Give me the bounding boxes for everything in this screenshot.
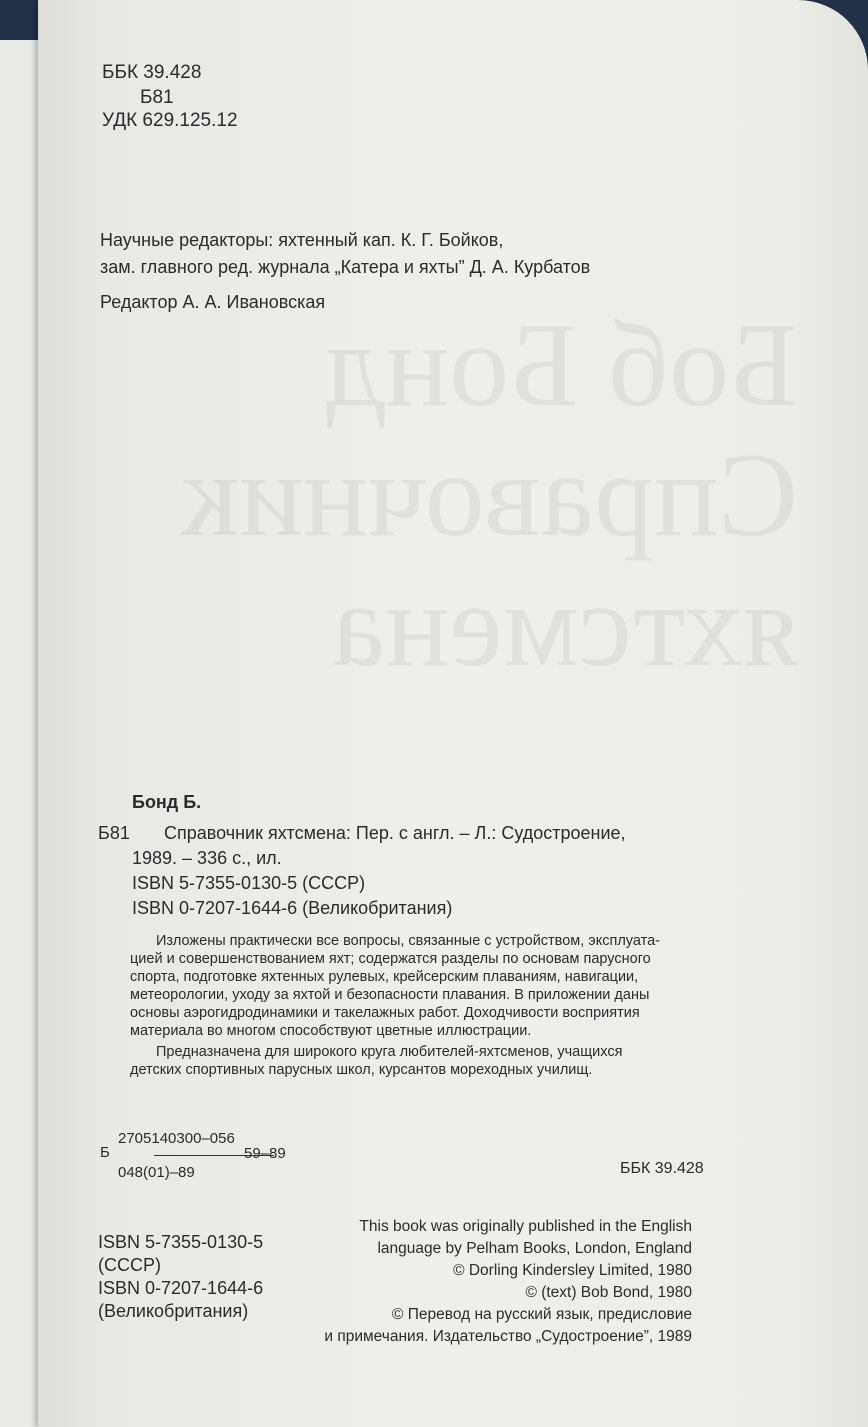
copyright-line-6: и примечания. Издательство „Судостроение”, 1989 [324, 1328, 692, 1345]
author-mark: Б81 [140, 87, 174, 108]
bbk-code: ББК 39.428 [102, 62, 202, 83]
book-page [38, 0, 868, 1427]
copyright-line-3: © Dorling Kindersley Limited, 1980 [453, 1262, 692, 1279]
code-suffix: 59–89 [244, 1145, 286, 1162]
copyright-line-5: © Перевод на русский язык, предисловие [392, 1306, 692, 1323]
abstract-line-6: материала во многом способствуют цветные иллюстрации. [130, 1023, 532, 1039]
abstract-line-5: основы аэрогидродинамики и такелажных работ. Доходчивости восприятия [130, 1005, 640, 1021]
abstract-line-3: спорта, подготовке яхтенных рулевых, крейсерским плаваниям, навигации, [130, 969, 639, 985]
abstract-line-8: детских спортивных парусных школ, курсантов мореходных училищ. [130, 1062, 593, 1078]
code-prefix: Б [100, 1144, 110, 1161]
bib-isbn2: ISBN 0-7207-1644-6 (Великобритания) [132, 898, 453, 918]
copyright-line-2: language by Pelham Books, London, England [377, 1240, 692, 1257]
abstract-line-2: цией и совершенствованием яхт; содержатся разделы по основам парусного [130, 951, 651, 967]
bib-author: Бонд Б. [132, 792, 202, 812]
bib-code: Б81 [98, 823, 130, 843]
footer-isbn-line3: ISBN 0-7207-1644-6 [98, 1278, 264, 1298]
copyright-line-1: This book was originally published in the English [359, 1218, 692, 1235]
footer-bbk: ББК 39.428 [620, 1160, 704, 1177]
bib-isbn1: ISBN 5-7355-0130-5 (СССР) [132, 873, 366, 893]
footer-isbn-line4: (Великобритания) [98, 1301, 249, 1321]
scientific-editors-line2: зам. главного ред. журнала „Катера и яхты” Д. А. Курбатов [100, 257, 591, 277]
show-through-title: Боб Бонд Справочник яхтсмена [180, 298, 798, 691]
scientific-editors-line1: Научные редакторы: яхтенный кап. К. Г. Бойков, [100, 230, 504, 250]
udk-code: УДК 629.125.12 [102, 110, 238, 131]
editor-line: Редактор А. А. Ивановская [100, 292, 326, 312]
footer-isbn-line2: (СССР) [98, 1255, 161, 1275]
abstract-line-1: Изложены практически все вопросы, связанные с устройством, эксплуата- [156, 933, 660, 949]
bib-title-line2: 1989. – 336 с., ил. [132, 848, 282, 868]
bib-title-line1: Справочник яхтсмена: Пер. с англ. – Л.: Судостроение, [164, 823, 626, 843]
code-denominator: 048(01)–89 [118, 1164, 195, 1181]
footer-isbn-line1: ISBN 5-7355-0130-5 [98, 1232, 264, 1252]
abstract-line-7: Предназначена для широкого круга любителей-яхтсменов, учащихся [156, 1044, 623, 1060]
abstract-line-4: метеорологии, уходу за яхтой и безопасности плавания. В приложении даны [130, 987, 650, 1003]
copyright-line-4: © (text) Bob Bond, 1980 [525, 1284, 692, 1301]
code-numerator: 2705140300–056 [118, 1130, 235, 1147]
